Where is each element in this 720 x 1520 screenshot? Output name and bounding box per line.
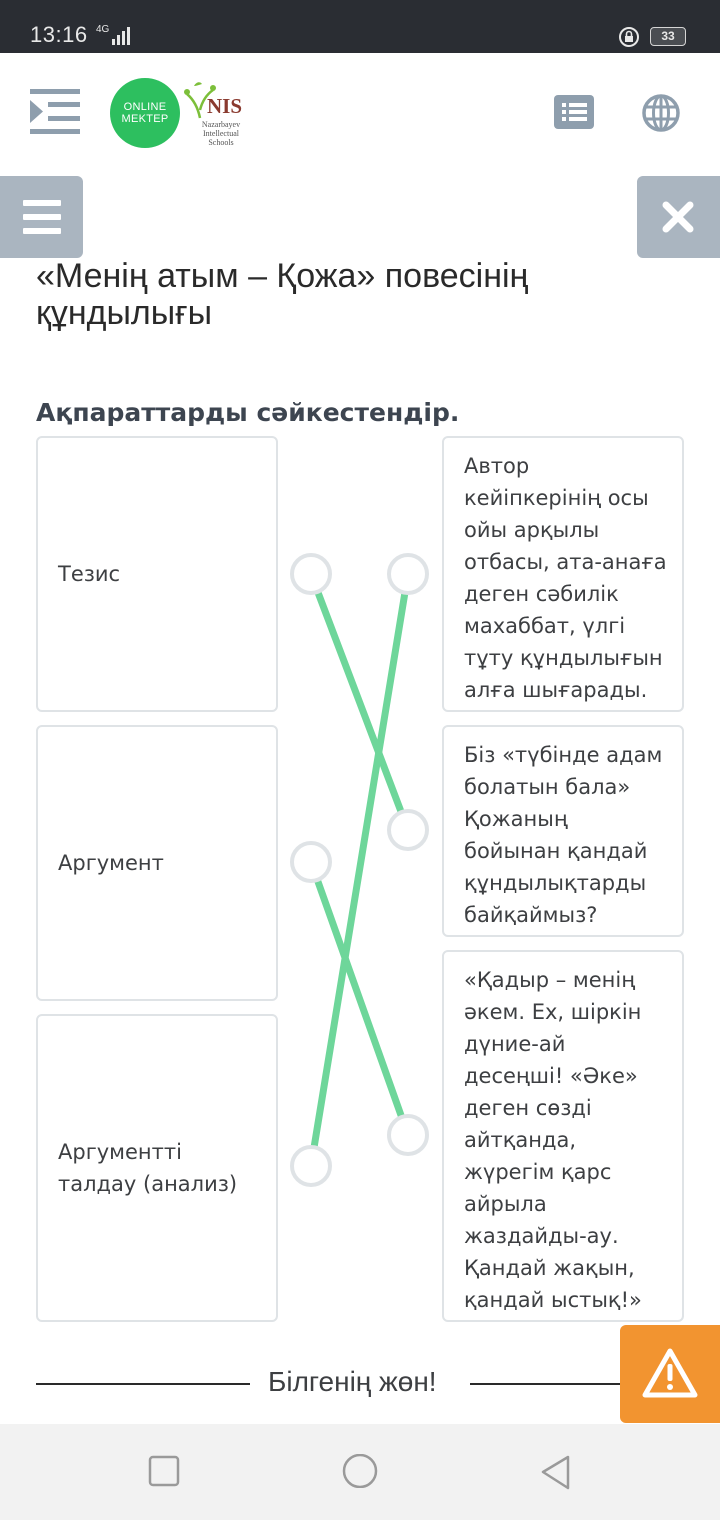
back-icon[interactable]: [538, 1454, 574, 1492]
task-instruction: Ақпараттарды сәйкестендір.: [36, 398, 460, 427]
battery-indicator: 33: [650, 27, 686, 46]
match-left-label: Аргументті талдау (анализ): [58, 1140, 238, 1196]
online-mektep-logo-text: ONLINE MEKTEP: [121, 101, 169, 125]
match-left-label: Аргумент: [58, 851, 164, 875]
footer-label: Білгенің жөн!: [268, 1366, 437, 1397]
footer-divider: [36, 1383, 250, 1385]
nis-logo-mark: NIS: [207, 94, 243, 118]
match-handle-right[interactable]: [389, 811, 427, 849]
match-handle-left[interactable]: [292, 1147, 330, 1185]
match-handle-right[interactable]: [389, 1116, 427, 1154]
match-handle-left[interactable]: [292, 555, 330, 593]
match-right-label: Біз «түбінде адам болатын бала» Қожаның бойынан қандай құндылықтарды байқаймыз?: [464, 743, 663, 927]
status-time: 13:16: [30, 22, 88, 47]
warning-button[interactable]: [620, 1325, 720, 1423]
network-type: 4G: [96, 24, 110, 35]
home-icon[interactable]: [340, 1454, 380, 1488]
page-title: «Менің атым – Қожа» повесінің құндылығы: [36, 257, 529, 332]
match-handle-right[interactable]: [389, 555, 427, 593]
nis-logo-subtitle: Nazarbayev Intellectual Schools: [201, 120, 241, 147]
warning-icon: [620, 1325, 720, 1423]
match-handle-left[interactable]: [292, 843, 330, 881]
footer-divider: [470, 1383, 620, 1385]
match-right-label: «Қадыр – менің әкем. Ех, шіркін дүние-ай десеңші! «Әке» деген сөзді айтқанда, жүрегім қарс айрыла жаздайды-ау. Қандай жақын, қандай ыстық!»: [464, 968, 642, 1312]
match-right-label: Автор кейіпкерінің осы ойы арқылы отбасы, ата-анаға деген сәбилік махаббат, үлгі тұту құндылығын алға шығарады.: [464, 454, 667, 702]
match-left-label: Тезис: [58, 562, 121, 586]
recent-apps-icon[interactable]: [148, 1454, 180, 1488]
system-nav-bar: [0, 1424, 720, 1520]
